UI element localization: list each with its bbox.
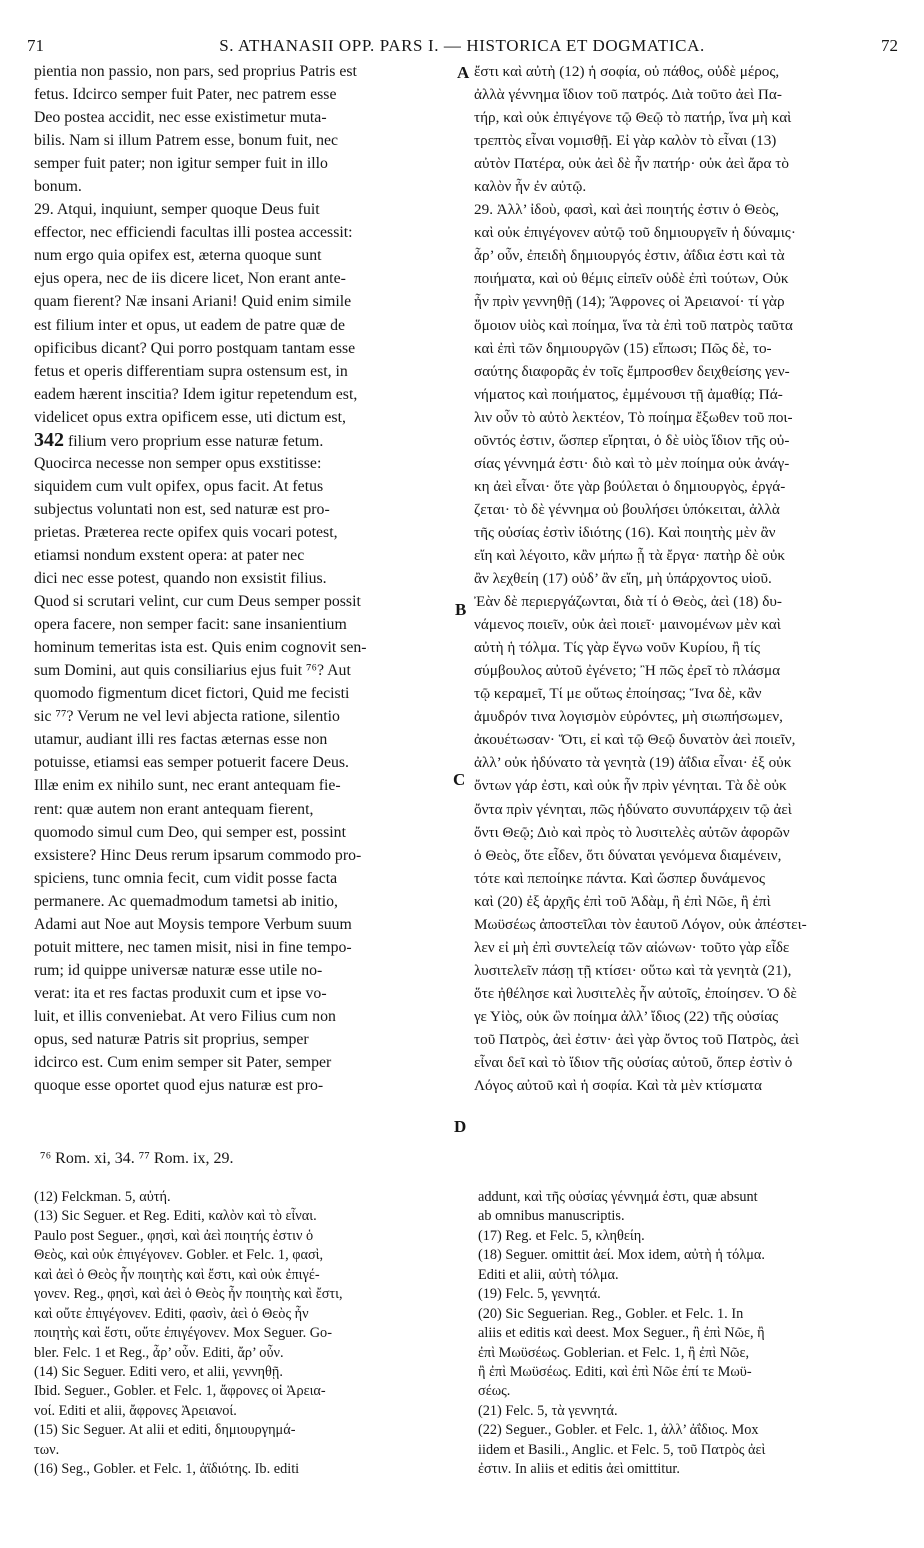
latin-text-line: Illæ enim ex nihilo sunt, nec erant antequam fie- xyxy=(34,777,341,795)
greek-text-line: εἴη καὶ λέγοιτο, κἂν μήπω ᾖ τὰ ἔργα· πατὴρ δὲ οὐκ xyxy=(474,546,786,564)
latin-text-line: utamur, audiant illi res factas æternas esse non xyxy=(34,731,328,749)
greek-text-line: καὶ οὐκ ἐπιγέγονεν αὐτῷ τοῦ δημιουργεῖν ἡ δύναμις· xyxy=(474,224,796,242)
footnote-line: Paulo post Seguer., φησὶ, καὶ ἀεὶ ποιητής ἐστιν ὁ xyxy=(34,1227,314,1244)
greek-text-line: κη ἀεὶ εἶναι· ὅτε γὰρ βούλεται ὁ δημιουργὸς, ἐργά- xyxy=(474,477,786,495)
footnote-line: (19) Felc. 5, γεννητά. xyxy=(478,1286,601,1303)
latin-text-line: est filium inter et opus, ut eadem de patre quæ de xyxy=(34,316,346,334)
footnote-line: καὶ οὔτε ἐπιγέγονεν. Editi, φασὶν, ἀεὶ ὁ Θεὸς ἦν xyxy=(34,1305,309,1322)
latin-text-line: permanere. Ac quemadmodum tametsi ab initio, xyxy=(34,892,339,910)
footnote-line: Editi et alii, αὐτὴ τόλμα. xyxy=(478,1266,619,1283)
footnote-line: bler. Felc. 1 et Reg., ἆρ’ οὖν. Editi, ἄρ’ οὖν. xyxy=(34,1344,284,1361)
latin-line-text: filium vero proprium esse naturæ fetum. xyxy=(64,432,324,450)
latin-text-line: videlicet opus extra opificem esse, uti dictum est, xyxy=(34,408,346,426)
column-number: 342 xyxy=(34,428,64,451)
latin-text-line: rum; id quippe universæ naturæ esse utile no- xyxy=(34,961,323,979)
greek-text-line: ἀκουέτωσαν· Ὅτι, εἰ καὶ τῷ Θεῷ δυνατὸν ἀεὶ ποιεῖν, xyxy=(474,731,796,749)
footnote-line: των. xyxy=(34,1441,60,1458)
greek-text-line: τήρ, καὶ οὐκ ἐπιγέγονε τῷ Θεῷ τὸ πατήρ, ἵνα μὴ καὶ xyxy=(474,109,792,127)
latin-text-line: quomodo simul cum Deo, qui semper est, possint xyxy=(34,823,346,841)
greek-text-line: λεν εἰ μὴ ἐπὶ συντελείᾳ τῶν αἰώνων· τοῦτο γὰρ εἶδε xyxy=(474,938,790,956)
footnote-line: καὶ ἀεὶ ὁ Θεὸς ἦν ποιητὴς καὶ ἔστι, καὶ οὐκ ἐπιγέ- xyxy=(34,1266,320,1283)
latin-text-line: effector, nec efficiendi facultas illi postea accessit: xyxy=(34,224,353,242)
greek-text-line: ἀλλ’ οὐκ ἠδύνατο τὰ γενητὰ (19) ἀΐδια εἶναι· ἐξ οὐκ xyxy=(474,754,792,772)
latin-text-line: siquidem cum vult opifex, opus facit. At fetus xyxy=(34,477,324,495)
latin-text-line: quam fierent? Næ insani Ariani! Quid enim simile xyxy=(34,293,352,311)
greek-text-line: ἀμυδρόν τινα λογισμὸν εὑρόντες, μὴ σιωπήσωμεν, xyxy=(474,708,783,726)
greek-text-line: ἔστι καὶ αὐτὴ (12) ἡ σοφία, οὐ πάθος, οὐδὲ μέρος, xyxy=(474,63,780,80)
greek-text-line: νάμενος ποιεῖν, οὐκ ἀεὶ ποιεῖ· μαινομένων μὲν καὶ xyxy=(474,616,781,634)
latin-text-line: 29. Atqui, inquiunt, semper quoque Deus fuit xyxy=(34,201,320,219)
greek-text-line: εἶναι δεῖ καὶ τὸ ἴδιον τῆς οὐσίας αὐτοῦ, ὅπερ ἐστὶν ὁ xyxy=(474,1054,793,1072)
greek-text-line: ζεται· τὸ δὲ γέννημα οὐ βουλήσει ὑπόκειται, ἀλλὰ xyxy=(474,500,780,518)
greek-text-line: τότε καὶ πεποίηκε πάντα. Καὶ ὥσπερ δυνάμενος xyxy=(474,869,765,887)
footnote-line: aliis et editis καὶ deest. Mox Seguer., ἢ ἐπὶ Νῶε, ἢ xyxy=(478,1325,765,1342)
footnote-line: (15) Sic Seguer. At alii et editi, δημιουργημά- xyxy=(34,1422,296,1439)
footnote-line: Θεὸς, καὶ οὐκ ἐπιγέγονεν. Gobler. et Felc. 1, φασὶ, xyxy=(34,1247,324,1264)
greek-text-line: ὄντων γάρ ἐστι, καὶ οὐκ ἦν πρὶν γένηται. Τὰ δὲ οὐκ xyxy=(474,777,787,795)
greek-text-line: ἀλλὰ γέννημα ἴδιον τοῦ πατρός. Διὰ τοῦτο ἀεὶ Πα- xyxy=(474,86,782,104)
footnote-line: ἐπὶ Μωϋσέως. Goblerian. et Felc. 1, ἢ ἐπὶ Νῶε, xyxy=(478,1344,750,1361)
footnote-line: ἐστιν. In aliis et editis ἀεὶ omittitur. xyxy=(478,1461,680,1478)
greek-text-line: Ἐὰν δὲ περιεργάζωνται, διὰ τί ὁ Θεὸς, ἀεὶ (18) δυ- xyxy=(474,593,782,611)
greek-text-line: αὐτὴ ἡ τόλμα. Τίς γὰρ ἔγνω νοῦν Κυρίου, ἢ τίς xyxy=(474,639,760,657)
margin-marker-c: C xyxy=(453,770,466,789)
greek-text-line: σύμβουλος αὐτοῦ ἐγένετο; Ἢ πῶς ἐρεῖ τὸ πλάσμα xyxy=(474,662,781,680)
greek-text-line: αὐτὸν Πατέρα, οὐκ ἀεὶ δὲ ἦν πατήρ· οὐκ ἀεὶ ἄρα τὸ xyxy=(474,155,789,173)
greek-text-line: τρεπτὸς εἶναι νομισθῇ. Εἰ γὰρ καλὸν τὸ εἶναι (13) xyxy=(474,132,777,150)
greek-text-line: λιν οὖν τὸ αὐτὸ λεκτέον, Τὸ ποίημα ἔξωθεν τοῦ ποι- xyxy=(474,408,793,426)
footnote-line: ἢ ἐπὶ Μωϋσέως. Editi, καὶ ἐπὶ Νῶε ἐπί τε Μωϋ- xyxy=(478,1363,752,1380)
footnote-line: (13) Sic Seguer. et Reg. Editi, καλὸν καὶ τὸ εἶναι. xyxy=(34,1208,317,1225)
footnote-line: ποιητὴς καὶ ἔστι, οὔτε ἐπιγέγονεν. Mox Seguer. Go- xyxy=(34,1325,332,1342)
latin-text-line: quomodo figmentum dicet fictori, Quid me fecisti xyxy=(34,685,350,703)
footnote-line: (21) Felc. 5, τὰ γεννητά. xyxy=(478,1402,618,1419)
footnotes-right xyxy=(478,1188,898,1480)
greek-text-line: λυσιτελεῖν πάσῃ τῇ κτίσει· οὕτω καὶ τὰ γενητὰ (21), xyxy=(474,961,792,979)
footnote-line: addunt, καὶ τῆς οὐσίας γέννημά ἐστι, quæ absunt xyxy=(478,1189,758,1205)
footnote-line: σέως. xyxy=(478,1383,511,1400)
latin-text-line: semper fuit pater; non igitur semper fuit in illo xyxy=(34,155,328,173)
greek-text-line: Μωϋσέως ἀποστεῖλαι τὸν ἑαυτοῦ Λόγον, οὐκ ἀπέστει- xyxy=(474,915,807,933)
greek-text-line: ὅτε ἠθέλησε καὶ λυσιτελὲς ἦν αὐτοῖς, ἐποίησεν. Ὁ δὲ xyxy=(474,984,797,1002)
greek-text-line: ἆρ’ οὖν, ἐπειδὴ δημιουργός ἐστιν, ἀΐδια ἐστι καὶ τὰ xyxy=(474,247,785,265)
footnote-line: (17) Reg. et Felc. 5, κληθείη. xyxy=(478,1227,645,1244)
latin-text-line: eadem hærent inscitia? Idem igitur repetendum est, xyxy=(34,385,358,403)
latin-text-line: pientia non passio, non pars, sed proprius Patris est xyxy=(34,63,357,80)
latin-text-line: dici nec esse potest, quando non exsistit filius. xyxy=(34,570,327,588)
greek-text-line: Λόγος αὐτοῦ καὶ ἡ σοφία. Καὶ τὰ μὲν κτίσματα xyxy=(474,1077,762,1095)
latin-text-line: potuisse, etiamsi eas semper potuerit facere Deus. xyxy=(34,754,349,772)
greek-text-line: τοῦ Πατρὸς, ἀεὶ ἐστιν· ἀεὶ γὰρ ὄντος τοῦ Πατρὸς, ἀεὶ xyxy=(474,1030,799,1048)
latin-text-line: hominum temeritas ista est. Quis enim cognovit sen- xyxy=(34,639,367,657)
greek-text-line: ποιήματα, καὶ οὐ θέμις εἰπεῖν οὐδὲ ἐπὶ τούτων, Οὐκ xyxy=(474,270,789,288)
latin-text-line: etiamsi nondum exstent opera: at pater nec xyxy=(34,546,305,564)
greek-text-line: σίας γέννημά ἐστι· διὸ καὶ τὸ μὲν ποίημα οὐκ ἀνάγ- xyxy=(474,454,790,472)
greek-text-line: τῷ κεραμεῖ, Τί με οὕτως ἐποίησας; Ἵνα δὲ, κἂν xyxy=(474,685,762,703)
latin-text-line: Deo postea accidit, nec esse existimetur muta- xyxy=(34,109,327,127)
latin-text-line: Adami aut Noe aut Moysis tempore Verbum suum xyxy=(34,915,352,933)
latin-text-line: fetus et operis differentiam supra ostensum est, in xyxy=(34,362,348,380)
margin-marker-d: D xyxy=(454,1117,467,1136)
latin-text-line: prietas. Præterea recte opifex quis vocari potest, xyxy=(34,523,338,541)
latin-text-line: bonum. xyxy=(34,178,82,196)
greek-text-line: ὁ Θεὸς, ὅτε εἶδεν, ὅτι δύναται γενόμενα διαμένειν, xyxy=(474,846,782,864)
latin-text-line: exsistere? Hinc Deus rerum ipsarum commodo pro- xyxy=(34,846,362,864)
greek-text-line: σαύτης διαφορᾶς ἐν τοῖς ἔμπροσθεν δειχθείσης γεν- xyxy=(474,362,790,380)
footnote-line: (20) Sic Seguerian. Reg., Gobler. et Felc. 1. In xyxy=(478,1305,744,1322)
footnote-line: Ibid. Seguer., Gobler. et Felc. 1, ἄφρονες οἱ Ἀρεια- xyxy=(34,1383,326,1400)
footnote-line: iidem et Basili., Anglic. et Felc. 5, τοῦ Πατρὸς ἀεὶ xyxy=(478,1441,766,1458)
latin-text-line: potuit mittere, nec tamen misit, nisi in fine tempo- xyxy=(34,938,352,956)
latin-text-line: rent: quæ autem non erant antequam fierent, xyxy=(34,800,314,818)
latin-text-line: idcirco est. Cum enim semper sit Pater, semper xyxy=(34,1054,332,1072)
latin-text-line: luit, et illis conveniebat. At vero Filius cum non xyxy=(34,1007,336,1025)
latin-text-line: opus, sed naturæ Patris sit proprius, semper xyxy=(34,1030,309,1048)
greek-text-line: νήματος καὶ ποιήματος, ἐμμένουσι τῇ ἀμαθίᾳ; Πά- xyxy=(474,385,783,403)
running-title: S. ATHANASII OPP. PARS I. — HISTORICA ET DOGMATICA. xyxy=(219,36,705,55)
greek-text-line: καὶ ἐπὶ τῶν δημιουργῶν (15) εἴπωσι; Πῶς δὲ, το- xyxy=(474,339,772,357)
latin-text-line: Quocirca necesse non semper opus exstitisse: xyxy=(34,454,322,472)
greek-text-line: ὅμοιον υἱὸς καὶ ποίημα, ἵνα τὰ ἐπὶ τοῦ πατρὸς ταῦτα xyxy=(474,316,793,334)
footnote-line: ab omnibus manuscriptis. xyxy=(478,1208,625,1225)
greek-text-line: οῦντός ἐστιν, ὥσπερ εἴρηται, ὁ δὲ υἱὸς ἴδιον τῆς οὐ- xyxy=(474,431,790,449)
footnote-line: νοί. Editi et alii, ἄφρονες Ἀρειανοί. xyxy=(34,1402,237,1419)
footnote-line: γονεν. Reg., φησὶ, καὶ ἀεὶ ὁ Θεὸς ἦν ποιητὴς καὶ ἔστι, xyxy=(34,1286,343,1303)
latin-text-line: fetus. Idcirco semper fuit Pater, nec patrem esse xyxy=(34,86,337,104)
greek-text-line: ἦν πρὶν γεννηθῇ (14); Ἄφρονες οἱ Ἀρειανοί· τί γὰρ xyxy=(474,293,785,311)
footnote-line: (18) Seguer. omittit ἀεί. Mox idem, αὐτὴ ἡ τόλμα. xyxy=(478,1247,765,1264)
latin-text-line: verat: ita et res factas produxit cum et ipse vo- xyxy=(34,984,327,1002)
latin-text-line: ejus opera, nec de iis dicere licet, Non erant ante- xyxy=(34,270,346,288)
latin-text-line: num ergo quia opifex est, æterna quoque sunt xyxy=(34,247,322,265)
latin-text-line: sic ⁷⁷? Verum ne vel levi abjecta ratione, silentio xyxy=(34,708,340,726)
margin-marker-b: B xyxy=(455,600,467,619)
footnotes-left xyxy=(34,1188,462,1480)
footnote-line: (12) Felckman. 5, αὐτή. xyxy=(34,1189,171,1205)
greek-text-line: τῆς οὐσίας ἐστὶν ἰδιότης (16). Καὶ ποιητὴς μὲν ἂν xyxy=(474,523,776,541)
latin-line-342 xyxy=(34,429,462,452)
greek-text-line: ὄντι Θεῷ; Διὸ καὶ πρὸς τὸ λυσιτελὲς αὐτῶν ἀφορῶν xyxy=(474,823,790,841)
footnote-line: (14) Sic Seguer. Editi vero, et alii, γεννηθῇ. xyxy=(34,1363,283,1380)
footnote-line: (22) Seguer., Gobler. et Felc. 1, ἀλλ’ ἀΐδιος. Mox xyxy=(478,1422,759,1439)
greek-text-line: 29. Ἀλλ’ ἰδοὺ, φασὶ, καὶ ἀεὶ ποιητής ἐστιν ὁ Θεὸς, xyxy=(474,201,780,219)
latin-column xyxy=(34,60,462,1097)
latin-text-line: spiciens, tunc omnia fecit, cum vidit posse facta xyxy=(34,869,338,887)
greek-text-line: καλὸν ἦν ἐν αὐτῷ. xyxy=(474,178,587,196)
footnote-line: (16) Seg., Gobler. et Felc. 1, ἀϊδιότης. Ib. editi xyxy=(34,1461,300,1478)
latin-text-line: subjectus voluntati non est, sed naturæ est pro- xyxy=(34,500,330,518)
page-number-right: 72 xyxy=(881,36,898,55)
greek-text-line: γε Υἱὸς, οὐκ ὢν ποίημα ἀλλ’ ἴδιος (22) τῆς οὐσίας xyxy=(474,1007,779,1025)
latin-text-line: opificibus dicant? Qui porro postquam tantam esse xyxy=(34,339,356,357)
greek-text-line: ὄντα πρὶν γένηται, πῶς ἠδύνατο συνυπάρχειν τῷ ἀεὶ xyxy=(474,800,792,818)
greek-text-line: καὶ (20) ἐξ ἀρχῆς ἐπὶ τοῦ Ἀδὰμ, ἢ ἐπὶ Νῶε, ἢ ἐπὶ xyxy=(474,892,771,910)
greek-text-line: ἂν λεχθείη (17) οὐδ’ ἂν εἴη, μὴ ὑπάρχοντος υἱοῦ. xyxy=(474,570,772,588)
latin-text-line: Quod si scrutari velint, cur cum Deus semper possit xyxy=(34,593,361,611)
latin-text-line: quoque esse oportet quod ejus naturæ est pro- xyxy=(34,1077,324,1095)
scripture-references: ⁷⁶ Rom. xi, 34. ⁷⁷ Rom. ix, 29. xyxy=(40,1150,234,1167)
latin-text-line: sum Domini, aut quis consiliarius ejus fuit ⁷⁶? Aut xyxy=(34,662,351,680)
margin-marker-a: A xyxy=(457,63,470,82)
latin-text-line: bilis. Nam si illum Patrem esse, bonum fuit, nec xyxy=(34,132,339,150)
greek-column xyxy=(474,60,894,1097)
page-number-left: 71 xyxy=(27,36,44,55)
latin-text-line: opera facere, non semper facit: sane insanientium xyxy=(34,616,347,634)
